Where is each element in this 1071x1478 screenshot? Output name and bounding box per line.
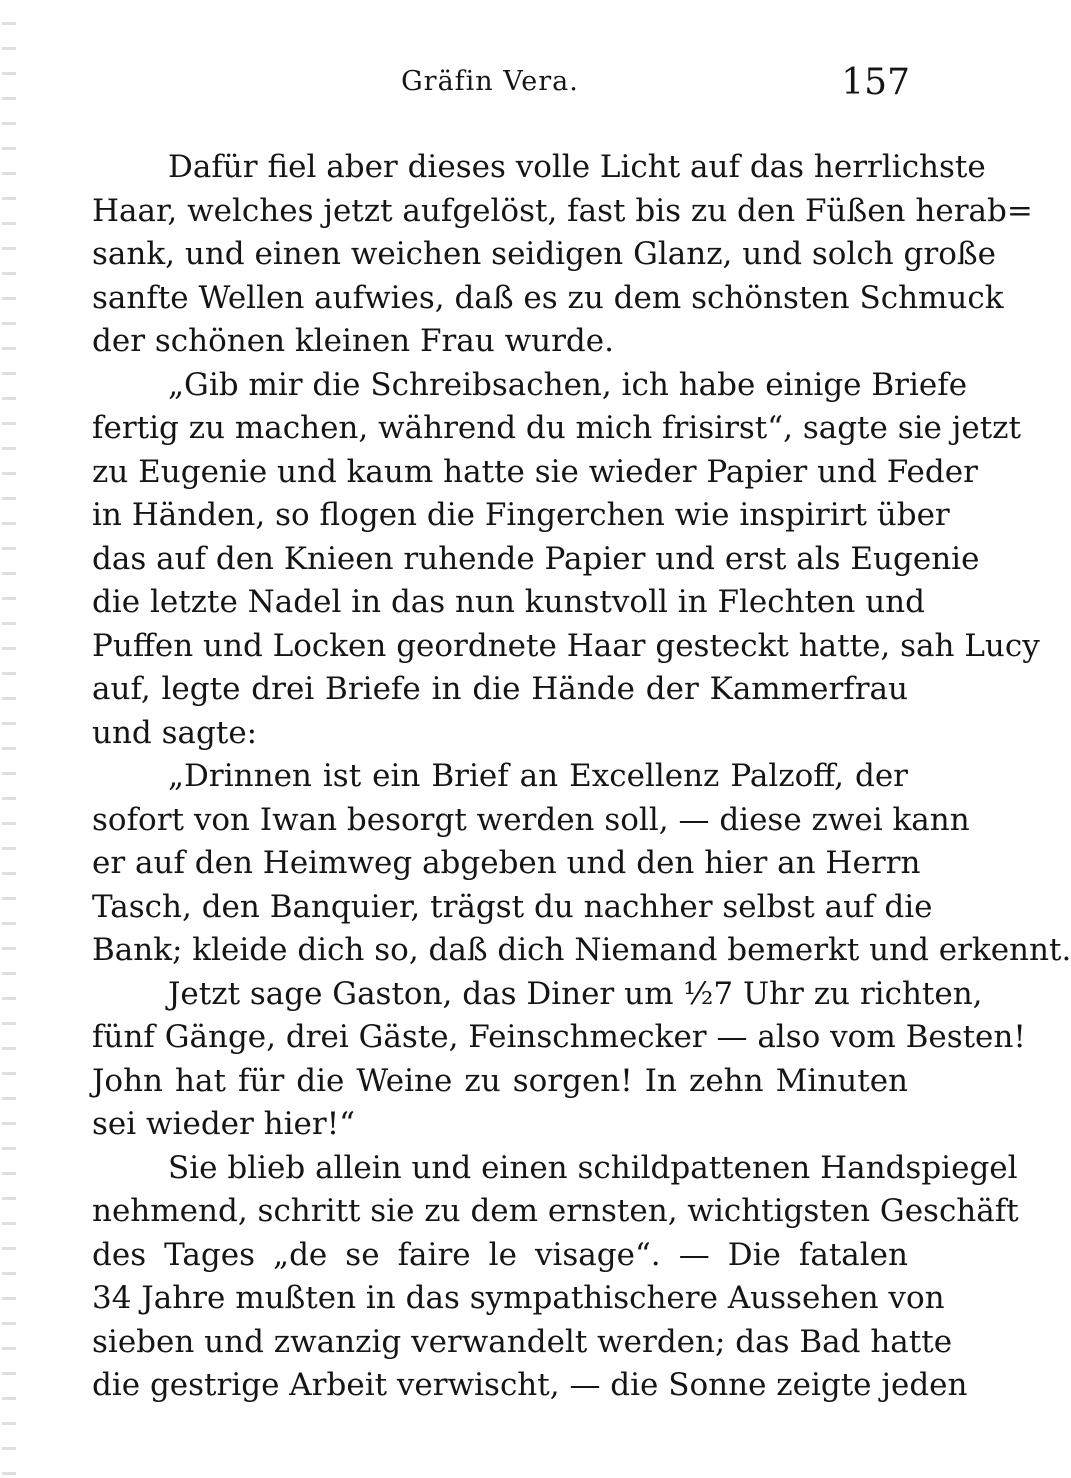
text-line: die letzte Nadel in das nun kunstvoll in Flechten und	[92, 584, 925, 620]
text-line: Tasch, den Banquier, trägst du nachher selbst auf die	[92, 888, 933, 925]
text-line: Haar, welches jetzt aufgelöst, fast bis zu den Füßen herab=	[92, 192, 1033, 229]
text-line: der schönen kleinen Frau wurde.	[92, 323, 614, 359]
text-line: sanfte Wellen aufwies, daß es zu dem schönsten Schmuck	[92, 279, 1004, 316]
text-line: auf, legte drei Briefe in die Hände der Kammerfrau	[92, 671, 908, 707]
text-line: des Tages „de se faire le visage“. — Die fatalen	[92, 1236, 908, 1273]
text-line: sofort von Iwan besorgt werden soll, — diese zwei kann	[92, 801, 970, 838]
text-line: Dafür fiel aber dieses volle Licht auf das herrlichste	[168, 149, 986, 185]
text-line: sieben und zwanzig verwandelt werden; das Bad hatte	[92, 1323, 953, 1360]
text-line: zu Eugenie und kaum hatte sie wieder Papier und Feder	[92, 453, 978, 490]
page-number: 157	[841, 62, 910, 103]
text-line: sei wieder hier!“	[92, 1106, 356, 1142]
text-line: und sagte:	[92, 714, 258, 751]
text-line: Jetzt sage Gaston, das Diner um ½7 Uhr zu richten,	[168, 975, 983, 1012]
running-title: Gräfin Vera.	[401, 66, 579, 97]
text-line: sank, und einen weichen seidigen Glanz, und solch große	[92, 236, 996, 272]
text-line: 34 Jahre mußten in das sympathischere Aussehen von	[92, 1280, 945, 1316]
text-line: Sie blieb allein und einen schildpattenen Handspiegel	[168, 1149, 1018, 1186]
binding-edge	[2, 0, 16, 1478]
text-line: Puffen und Locken geordnete Haar gesteckt hatte, sah Lucy	[92, 627, 1040, 664]
text-line: in Händen, so flogen die Fingerchen wie inspirirt über	[92, 497, 950, 533]
text-line: die gestrige Arbeit verwischt, — die Sonne zeigte jeden	[92, 1367, 968, 1403]
text-line: „Gib mir die Schreibsachen, ich habe einige Briefe	[168, 366, 968, 403]
text-line: Bank; kleide dich so, daß dich Niemand bemerkt und erkennt.	[92, 932, 1071, 968]
text-line: John hat für die Weine zu sorgen! In zehn Minuten	[92, 1062, 908, 1099]
text-line: nehmend, schritt sie zu dem ernsten, wichtigsten Geschäft	[92, 1193, 1019, 1229]
text-line: „Drinnen ist ein Brief an Excellenz Palzoff, der	[168, 758, 908, 794]
text-line: das auf den Knieen ruhende Papier und erst als Eugenie	[92, 540, 980, 577]
text-line: fertig zu machen, während du mich frisirst“, sagte sie jetzt	[92, 410, 1021, 446]
body-text	[92, 146, 1071, 1408]
text-line: fünf Gänge, drei Gäste, Feinschmecker — also vom Besten!	[92, 1019, 1026, 1055]
text-line: er auf den Heimweg abgeben und den hier an Herrn	[92, 845, 921, 881]
